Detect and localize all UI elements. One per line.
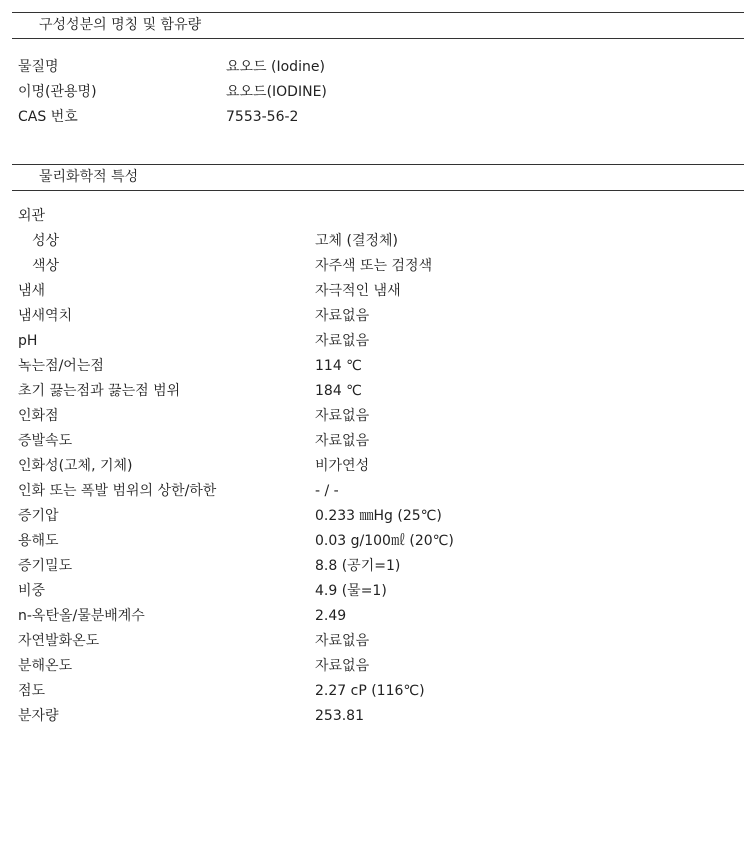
property-value: 비가연성 [315,458,370,474]
property-label: 인화점 [18,408,59,424]
property-label: 증기압 [18,508,59,524]
property-label: 외관 [18,208,46,224]
property-value: - / - [315,483,339,499]
property-label: 점도 [18,683,46,699]
property-label: CAS 번호 [18,109,78,125]
property-label: 비중 [18,583,46,599]
property-label: 성상 [32,233,60,249]
property-value: 8.8 (공기=1) [315,558,401,574]
property-value: 고체 (결정체) [315,233,398,249]
property-value: 자주색 또는 검정색 [315,258,433,274]
property-value: 자료없음 [315,433,370,449]
property-label: 녹는점/어는점 [18,358,104,374]
property-label: 인화 또는 폭발 범위의 상한/하한 [18,483,217,499]
property-value: 114 ℃ [315,358,362,374]
property-label: 용해도 [18,533,59,549]
property-label: 증기밀도 [18,558,73,574]
property-label: 냄새 [18,283,46,299]
property-label: 자연발화온도 [18,633,100,649]
property-value: 요오드(IODINE) [226,84,327,100]
property-value: 2.49 [315,608,347,624]
section-header-composition: 구성성분의 명칭 및 함유량 [12,12,744,39]
property-value: 자료없음 [315,408,370,424]
property-label: pH [18,333,38,349]
property-value: 요오드 (Iodine) [226,59,325,75]
property-value: 0.233 ㎜Hg (25℃) [315,508,442,524]
property-label: 물질명 [18,59,59,75]
property-value: 2.27 cP (116℃) [315,683,425,699]
property-label: 이명(관용명) [18,84,97,100]
property-label: 분해온도 [18,658,73,674]
property-label: 초기 끓는점과 끓는점 범위 [18,383,181,399]
section-header-physicochemical: 물리화학적 특성 [12,164,744,191]
property-label: 냄새역치 [18,308,73,324]
property-label: 증발속도 [18,433,73,449]
property-value: 자극적인 냄새 [315,283,401,299]
property-value: 7553-56-2 [226,109,299,125]
property-value: 4.9 (물=1) [315,583,387,599]
property-value: 0.03 g/100㎖ (20℃) [315,533,454,549]
property-value: 184 ℃ [315,383,362,399]
property-value: 자료없음 [315,658,370,674]
property-value: 자료없음 [315,633,370,649]
property-label: 분자량 [18,708,59,724]
property-value: 자료없음 [315,333,370,349]
property-value: 자료없음 [315,308,370,324]
property-label: 색상 [32,258,60,274]
property-value: 253.81 [315,708,364,724]
property-label: 인화성(고체, 기체) [18,458,133,474]
property-label: n-옥탄올/물분배계수 [18,608,145,624]
